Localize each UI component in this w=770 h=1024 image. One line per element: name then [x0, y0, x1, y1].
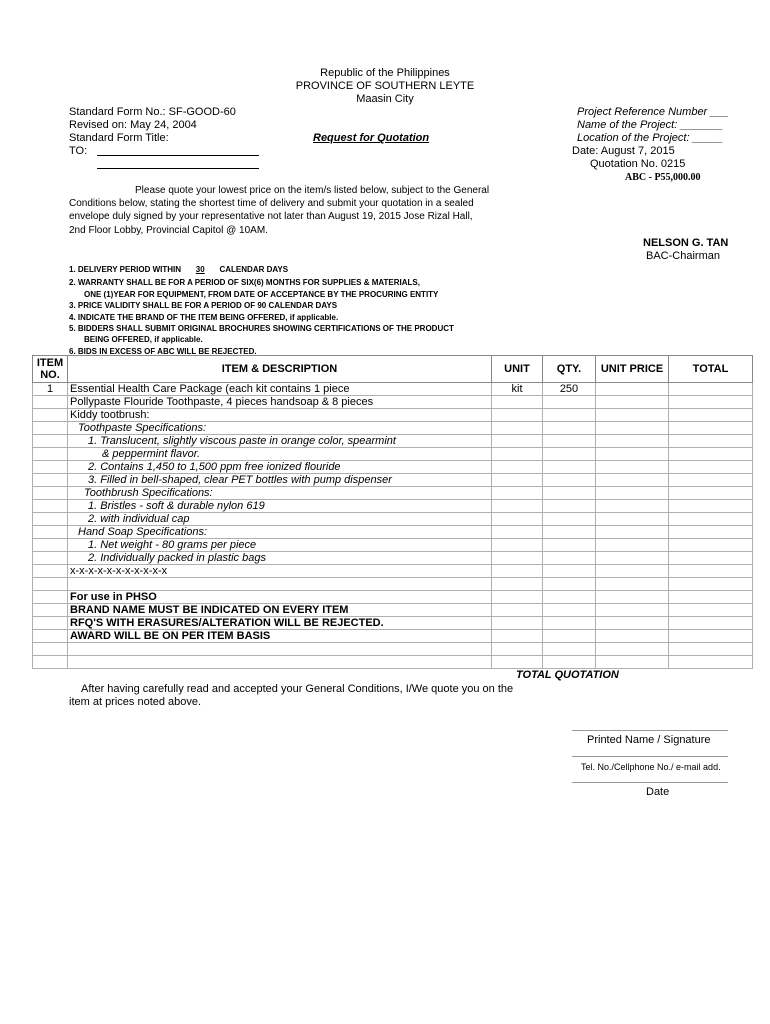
to-line-1: [97, 155, 259, 156]
project-name: Name of the Project: _______: [577, 119, 724, 131]
table-row: [33, 643, 753, 656]
row-description: Toothpaste Specifications:: [68, 422, 492, 435]
instruction-line: Please quote your lowest price on the item/s listed below, subject to the General: [135, 185, 490, 196]
abc-amount: ABC - P55,000.00: [625, 172, 701, 183]
table-row: [33, 591, 753, 604]
condition-1-prefix: 1. DELIVERY PERIOD WITHIN: [69, 265, 182, 274]
row-description: [68, 656, 492, 669]
condition-line: 6. BIDS IN EXCESS OF ABC WILL BE REJECTED.: [69, 347, 257, 356]
row-description: 2. Individually packed in plastic bags: [68, 552, 492, 565]
row-total: [669, 383, 753, 396]
table-row: [33, 435, 753, 448]
condition-1-days: 30: [195, 265, 205, 274]
date-line: [572, 782, 728, 783]
condition-line: 3. PRICE VALIDITY SHALL BE FOR A PERIOD OF 90 CALENDAR DAYS: [69, 301, 338, 310]
header-total: TOTAL: [669, 356, 753, 383]
table-row: [33, 461, 753, 474]
header-unit: UNIT: [492, 356, 543, 383]
table-row: [33, 539, 753, 552]
table-row: [33, 552, 753, 565]
condition-1-suffix: CALENDAR DAYS: [219, 265, 289, 274]
condition-line: BEING OFFERED, if applicable.: [84, 335, 203, 344]
table-row: [33, 422, 753, 435]
instruction-line: envelope duly signed by your representative not later than August 19, 2015 Jose Rizal Hall,: [69, 211, 473, 222]
table-row: [33, 526, 753, 539]
table-row: [33, 565, 753, 578]
form-title: Request for Quotation: [313, 132, 430, 144]
instruction-line: 2nd Floor Lobby, Provincial Capitol @ 10AM.: [69, 225, 268, 236]
chairman-name: NELSON G. TAN: [643, 237, 729, 249]
row-unit: kit: [492, 383, 543, 396]
row-description: 1. Translucent, slightly viscous paste in orange color, spearmint: [68, 435, 492, 448]
quotation-no: Quotation No. 0215: [590, 158, 686, 170]
condition-line: ONE (1)YEAR FOR EQUIPMENT, FROM DATE OF ACCEPTANCE BY THE PROCURING ENTITY: [84, 290, 439, 299]
standard-form-title: Standard Form Title:: [69, 132, 169, 144]
row-description: 2. with individual cap: [68, 513, 492, 526]
table-row: [33, 487, 753, 500]
row-description: Essential Health Care Package (each kit contains 1 piece: [68, 383, 492, 396]
items-table: [32, 355, 753, 669]
to-line-2: [97, 168, 259, 169]
closing-line-2: item at prices noted above.: [69, 696, 202, 708]
header-item-no: ITEM NO.: [33, 356, 68, 383]
row-description: 2. Contains 1,450 to 1,500 ppm free ionized flouride: [68, 461, 492, 474]
contact-line: [572, 756, 728, 757]
header-qty: QTY.: [543, 356, 596, 383]
project-location: Location of the Project: _____: [577, 132, 724, 144]
row-unit-price: [596, 383, 669, 396]
condition-1: [69, 265, 288, 274]
row-qty: 250: [543, 383, 596, 396]
row-description: Kiddy tootbrush:: [68, 409, 492, 422]
standard-form-no: Standard Form No.: SF-GOOD-60: [69, 106, 236, 118]
table-row: [33, 474, 753, 487]
date-label: Date: [646, 786, 670, 798]
row-description: BRAND NAME MUST BE INDICATED ON EVERY ITEM: [68, 604, 492, 617]
row-description: 1. Bristles - soft & durable nylon 619: [68, 500, 492, 513]
header-city: Maasin City: [356, 93, 414, 105]
project-reference-number: Project Reference Number ___: [577, 106, 729, 118]
instruction-line: Conditions below, stating the shortest time of delivery and submit your quotation in a sealed: [69, 198, 474, 209]
row-description: For use in PHSO: [68, 591, 492, 604]
table-row: [33, 448, 753, 461]
table-row: [33, 604, 753, 617]
printed-name-label: Printed Name / Signature: [587, 734, 711, 746]
row-item-no: 1: [33, 383, 68, 396]
row-description: 3. Filled in bell-shaped, clear PET bottles with pump dispenser: [68, 474, 492, 487]
table-row: [33, 578, 753, 591]
closing-line-1: After having carefully read and accepted your General Conditions, I/We quote you on the: [81, 683, 514, 695]
condition-line: 4. INDICATE THE BRAND OF THE ITEM BEING OFFERED, if applicable.: [69, 313, 339, 322]
row-description: Hand Soap Specifications:: [68, 526, 492, 539]
row-description: RFQ'S WITH ERASURES/ALTERATION WILL BE REJECTED.: [68, 617, 492, 630]
table-header-row: [33, 356, 753, 383]
table-row: [33, 513, 753, 526]
table-row: [33, 500, 753, 513]
condition-line: 5. BIDDERS SHALL SUBMIT ORIGINAL BROCHURES SHOWING CERTIFICATIONS OF THE PRODUCT: [69, 324, 454, 333]
row-description: AWARD WILL BE ON PER ITEM BASIS: [68, 630, 492, 643]
condition-line: 2. WARRANTY SHALL BE FOR A PERIOD OF SIX(6) MONTHS FOR SUPPLIES & MATERIALS,: [69, 278, 420, 287]
row-description: Toothbrush Specifications:: [68, 487, 492, 500]
revised-on: Revised on: May 24, 2004: [69, 119, 197, 131]
to-label: TO:: [69, 145, 88, 157]
row-description: 1. Net weight - 80 grams per piece: [68, 539, 492, 552]
header-country: Republic of the Philippines: [320, 67, 450, 79]
table-row: [33, 630, 753, 643]
chairman-title: BAC-Chairman: [646, 250, 720, 262]
row-description: Pollypaste Flouride Toothpaste, 4 pieces handsoap & 8 pieces: [68, 396, 492, 409]
printed-name-line: [572, 730, 728, 731]
row-description: [68, 643, 492, 656]
table-row: [33, 396, 753, 409]
header-description: ITEM & DESCRIPTION: [68, 356, 492, 383]
row-description: [68, 578, 492, 591]
header-unit-price: UNIT PRICE: [596, 356, 669, 383]
header-province: PROVINCE OF SOUTHERN LEYTE: [295, 80, 475, 92]
table-row: [33, 383, 753, 396]
row-description: & peppermint flavor.: [68, 448, 492, 461]
table-row: [33, 656, 753, 669]
quotation-date: Date: August 7, 2015: [572, 145, 675, 157]
table-row: [33, 409, 753, 422]
contact-label: Tel. No./Cellphone No./ e-mail add.: [581, 762, 721, 772]
row-description: x-x-x-x-x-x-x-x-x-x-x: [68, 565, 492, 578]
table-row: [33, 617, 753, 630]
total-quotation-label: TOTAL QUOTATION: [516, 669, 619, 681]
